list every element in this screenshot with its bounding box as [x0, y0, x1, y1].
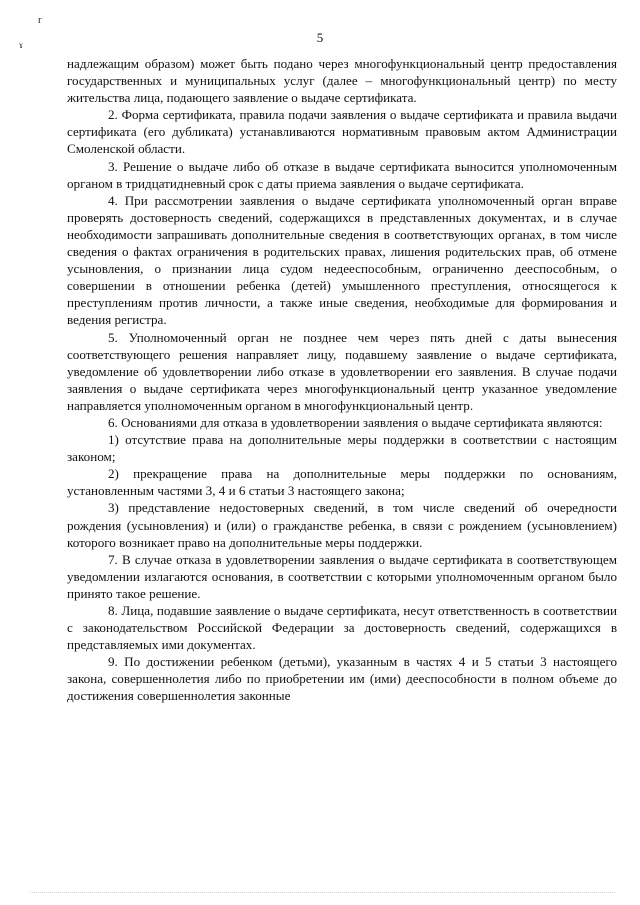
paragraph: 8. Лица, подавшие заявление о выдаче сертификата, несут ответственность в соответствии с законодательством Российской Федерации за достоверность сведений, содержащихся в представляемых ими документах. — [67, 603, 617, 653]
paragraph: 7. В случае отказа в удовлетворении заявления о выдаче сертификата в соответствующем уведомлении излагаются основания, в соответствии с которыми уполномоченным органом было принято такое решение. — [67, 551, 617, 601]
list-item: 2) прекращение права на дополнительные меры поддержки по основаниям, установленным частями 3, 4 и 6 статьи 3 настоящего закона; — [67, 466, 617, 499]
paragraph: 9. По достижении ребенком (детьми), указанным в частях 4 и 5 статьи 3 настоящего закона, совершеннолетия либо по приобретении им (ими) дееспособности в полном объеме до достижения совершеннолетия законные — [67, 654, 617, 704]
paragraph: 4. При рассмотрении заявления о выдаче сертификата уполномоченный орган вправе проверять достоверность сведений, содержащихся в представленных документах, и в случае необходимости запрашивать дополнительные сведения в соответствующих органах, в том числе сведения о фактах ограничения в родительских правах, лишения родительских прав, об отмене усыновления, о признании лица судом недееспособным, ограниченно дееспособным, о совершении в отношении ребенка (детей) умышленного преступления, относящегося к преступлениям против личности, а также иные сведения, необходимые для формирования и ведения регистра. — [67, 192, 617, 328]
list-item: 1) отсутствие права на дополнительные меры поддержки в соответствии с настоящим законом; — [67, 432, 617, 465]
margin-mark: ɤ — [19, 40, 23, 50]
paragraph: 5. Уполномоченный орган не позднее чем через пять дней с даты вынесения соответствующего решения направляет лицу, подавшему заявление о выдаче сертификата, уведомление об удовлетворении либо отказе в удовлетворении его заявления. В случае подачи заявления о выдаче сертификата через многофункциональный центр указанное уведомление направляется уполномоченным органом в многофункциональный центр. — [67, 329, 617, 413]
paragraph: 3. Решение о выдаче либо об отказе в выдаче сертификата выносится уполномоченным органом в тридцатидневный срок с даты приема заявления о выдаче сертификата. — [67, 158, 617, 191]
paragraph: 2. Форма сертификата, правила подачи заявления о выдаче сертификата и правила выдачи сертификата (его дубликата) устанавливаются нормативным правовым актом Администрации Смоленской области. — [67, 107, 617, 157]
document-body — [67, 55, 617, 705]
scan-edge-noise — [30, 892, 615, 893]
paragraph: 6. Основаниями для отказа в удовлетворении заявления о выдаче сертификата являются: — [108, 414, 603, 430]
page-number: 5 — [316, 30, 324, 45]
list-item: 3) представление недостоверных сведений, в том числе сведений об очередности рождения (усыновления) и (или) о гражданстве ребенка, в связи с рождением (усыновлением) которого возникает право на дополнительные меры поддержки. — [67, 500, 617, 550]
paragraph: надлежащим образом) может быть подано через многофункциональный центр предоставления государственных и муниципальных услуг (далее – многофункциональный центр) по месту жительства лица, подающего заявление о выдаче сертификата. — [67, 56, 617, 106]
margin-mark: r — [38, 14, 42, 26]
